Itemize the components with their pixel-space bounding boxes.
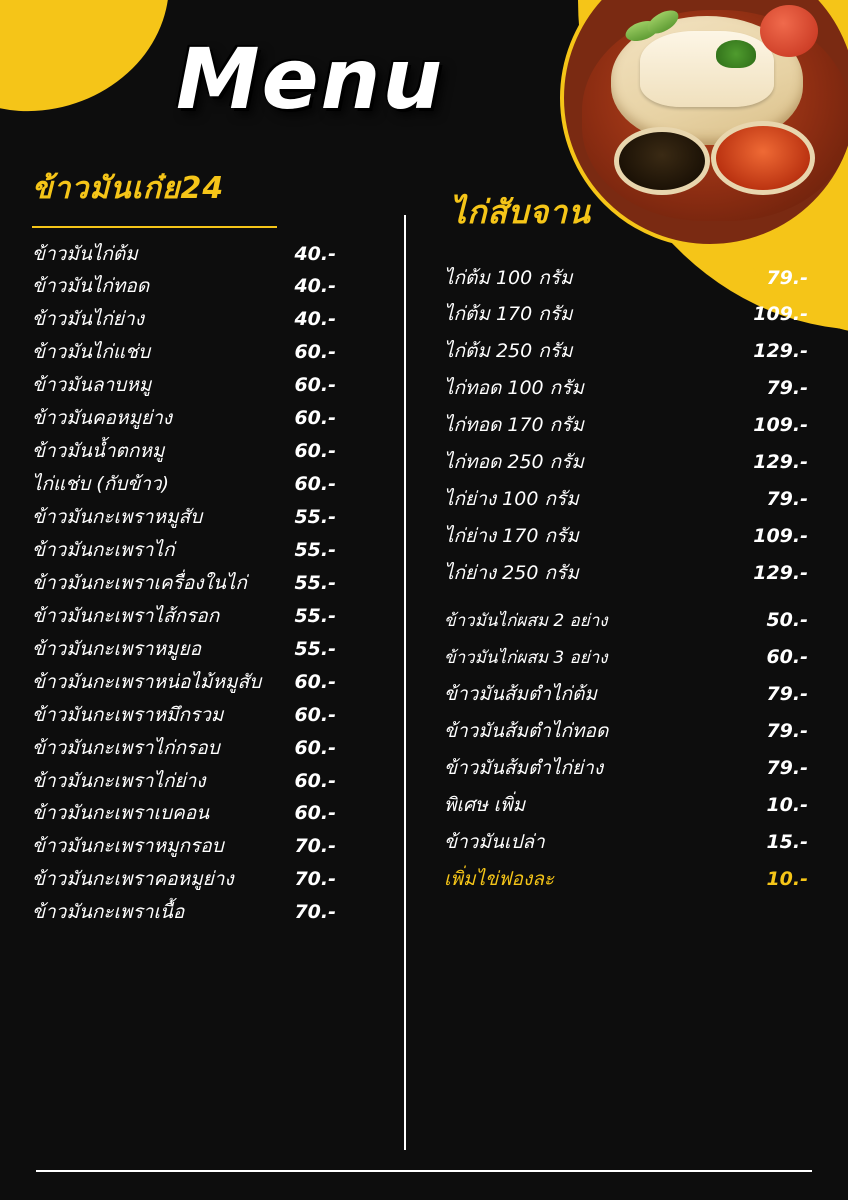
menu-item-name: ไก่ต้ม 100 กรัม (444, 266, 573, 289)
menu-item-name: ไก่ทอด 170 กรัม (444, 414, 584, 437)
menu-item-name: ไก่ทอด 250 กรัม (444, 451, 584, 474)
left-heading-underline (32, 226, 277, 228)
menu-item (22, 403, 378, 436)
menu-item (428, 750, 826, 787)
menu-item-name: ข้าวมันกะเพราหมูกรอบ (32, 835, 224, 858)
page-title: Menu (176, 30, 445, 128)
menu-item-name: ข้าวมันไก่แช่บ (32, 341, 151, 364)
menu-item (428, 408, 826, 445)
menu-item (22, 831, 378, 864)
menu-item-price: 15.- (766, 830, 808, 853)
menu-item (428, 713, 826, 750)
left-column (0, 165, 400, 1165)
menu-item (22, 864, 378, 897)
menu-item-name: ข้าวมันกะเพราไส้กรอก (32, 604, 220, 627)
menu-item-price: 79.- (766, 682, 808, 705)
menu-item (22, 534, 378, 567)
menu-item-price: 60.- (294, 769, 336, 792)
menu-item-name: ข้าวมันไก่ต้ม (32, 242, 138, 265)
menu-item-price: 79.- (766, 756, 808, 779)
menu-item-name: ข้าวมันกะเพราไก่กรอบ (32, 736, 220, 759)
menu-item-price: 70.- (294, 901, 336, 924)
right-menu-list (428, 260, 826, 898)
menu-item-price: 60.- (294, 802, 336, 825)
menu-item-price: 129.- (753, 562, 808, 584)
menu-item (428, 639, 826, 676)
menu-item-price: 60.- (294, 670, 336, 693)
menu-columns (0, 165, 848, 1165)
menu-item-name: ข้าวมันส้มตำไก่ทอด (444, 719, 609, 742)
menu-item (22, 370, 378, 403)
menu-item-price: 109.- (753, 525, 808, 548)
menu-item-price: 50.- (766, 608, 808, 631)
menu-item-price: 79.- (766, 266, 808, 289)
menu-item (22, 699, 378, 732)
menu-item-price: 60.- (294, 407, 336, 430)
menu-item-name: ไก่ย่าง 100 กรัม (444, 488, 579, 511)
menu-item (428, 556, 826, 593)
menu-item-name: ไก่แช่บ (กับข้าว) (32, 473, 170, 496)
menu-item (22, 304, 378, 337)
right-column (400, 165, 848, 1165)
chicken-slices-shape (640, 31, 774, 107)
menu-item (22, 633, 378, 666)
menu-item-name: ข้าวมันกะเพราไก่ (32, 538, 175, 561)
menu-item (428, 861, 826, 898)
menu-item (22, 798, 378, 831)
menu-item-name: ข้าวมันไก่ผสม 3 อย่าง (444, 647, 608, 668)
menu-item (428, 824, 826, 861)
bottom-rule (36, 1170, 812, 1172)
menu-item-name: ข้าวมันน้ำตกหมู (32, 440, 165, 463)
menu-item (428, 371, 826, 408)
menu-item-price: 40.- (294, 242, 336, 265)
menu-item-price: 79.- (766, 719, 808, 742)
menu-item-price: 55.- (294, 506, 336, 528)
menu-item-name: ข้าวมันไก่ย่าง (32, 308, 144, 331)
menu-item-price: 55.- (294, 571, 336, 594)
menu-item-name: ข้าวมันเปล่า (444, 830, 545, 853)
menu-item-price: 129.- (753, 451, 808, 474)
menu-item (428, 297, 826, 334)
right-heading-spacer (428, 165, 826, 187)
menu-item (428, 445, 826, 482)
menu-item-price: 60.- (294, 341, 336, 364)
decorative-shape-top-left (0, 0, 181, 123)
menu-item-name: ข้าวมันไก่ผสม 2 อย่าง (444, 610, 608, 631)
menu-item-name: พิเศษ เพิ่ม (444, 793, 526, 816)
menu-item-price: 55.- (294, 637, 336, 660)
right-section-heading: ไก่สับจาน (450, 193, 591, 231)
menu-item (428, 260, 826, 297)
menu-item (428, 676, 826, 713)
menu-item (22, 567, 378, 600)
menu-item-price: 40.- (294, 308, 336, 331)
menu-item-name: ไก่ต้ม 170 กรัม (444, 303, 573, 326)
menu-item-price: 79.- (766, 377, 808, 400)
menu-item (22, 436, 378, 469)
menu-item-price: 70.- (294, 835, 336, 858)
menu-item (22, 271, 378, 304)
menu-item (22, 469, 378, 502)
menu-item-name: ข้าวมันกะเพราเนื้อ (32, 901, 185, 924)
menu-item (22, 765, 378, 798)
right-heading-gap (428, 238, 826, 260)
menu-item-name: เพิ่มไข่ฟองละ (444, 867, 555, 890)
tomato-slice-icon (760, 5, 818, 57)
menu-item-price: 109.- (753, 414, 808, 437)
menu-item-name: ข้าวมันกะเพราหมูยอ (32, 637, 202, 660)
left-menu-list (22, 238, 378, 930)
menu-item-price: 60.- (294, 703, 336, 726)
menu-item-name: ข้าวมันส้มตำไก่ย่าง (444, 756, 604, 779)
menu-item-name: ข้าวมันคอหมูย่าง (32, 407, 173, 430)
menu-item (428, 334, 826, 371)
menu-item-price: 60.- (294, 374, 336, 397)
menu-item-name: ข้าวมันกะเพราเครื่องในไก่ (32, 571, 247, 594)
menu-item-price: 60.- (294, 473, 336, 496)
menu-item-name: ข้าวมันลาบหมู (32, 374, 152, 397)
menu-item-name: ไก่ย่าง 250 กรัม (444, 562, 579, 584)
menu-item-price: 55.- (294, 604, 336, 627)
menu-item-price: 60.- (294, 736, 336, 759)
menu-item (22, 897, 378, 930)
menu-item (22, 502, 378, 535)
menu-item (428, 519, 826, 556)
menu-item-price: 109.- (753, 303, 808, 326)
menu-item-name: ข้าวมันกะเพราไก่ย่าง (32, 769, 206, 792)
menu-item (428, 602, 826, 639)
menu-item-name: ไก่ทอด 100 กรัม (444, 377, 584, 400)
left-section-heading: ข้าวมันเก๋ย24 (32, 171, 225, 206)
menu-item-price: 60.- (766, 645, 808, 668)
menu-item-name: ไก่ต้ม 250 กรัม (444, 340, 573, 363)
cilantro-icon (716, 40, 756, 68)
menu-item (22, 238, 378, 271)
menu-item-price: 55.- (294, 538, 336, 561)
menu-item-name: ข้าวมันกะเพราเบคอน (32, 802, 210, 825)
menu-item-name: ข้าวมันกะเพราหมึกรวม (32, 703, 224, 726)
menu-item (22, 337, 378, 370)
menu-item-name: ไก่ย่าง 170 กรัม (444, 525, 579, 548)
menu-item (428, 482, 826, 519)
menu-item (22, 732, 378, 765)
menu-item-name: ข้าวมันกะเพราหน่อไม้หมูสับ (32, 670, 262, 693)
menu-item-price: 129.- (753, 340, 808, 363)
menu-item-price: 40.- (294, 275, 336, 298)
menu-item (22, 666, 378, 699)
menu-item-price: 10.- (766, 793, 808, 816)
menu-item-price: 79.- (766, 488, 808, 511)
menu-item-name: ข้าวมันไก่ทอด (32, 275, 150, 298)
menu-item (428, 787, 826, 824)
menu-item-name: ข้าวมันกะเพราคอหมูย่าง (32, 868, 234, 891)
menu-item-name: ข้าวมันกะเพราหมูสับ (32, 506, 203, 528)
menu-item-price: 70.- (294, 868, 336, 891)
menu-item (22, 600, 378, 633)
menu-item-name: ข้าวมันส้มตำไก่ต้ม (444, 682, 597, 705)
menu-item-price: 60.- (294, 440, 336, 463)
menu-item-price: 10.- (766, 867, 808, 890)
